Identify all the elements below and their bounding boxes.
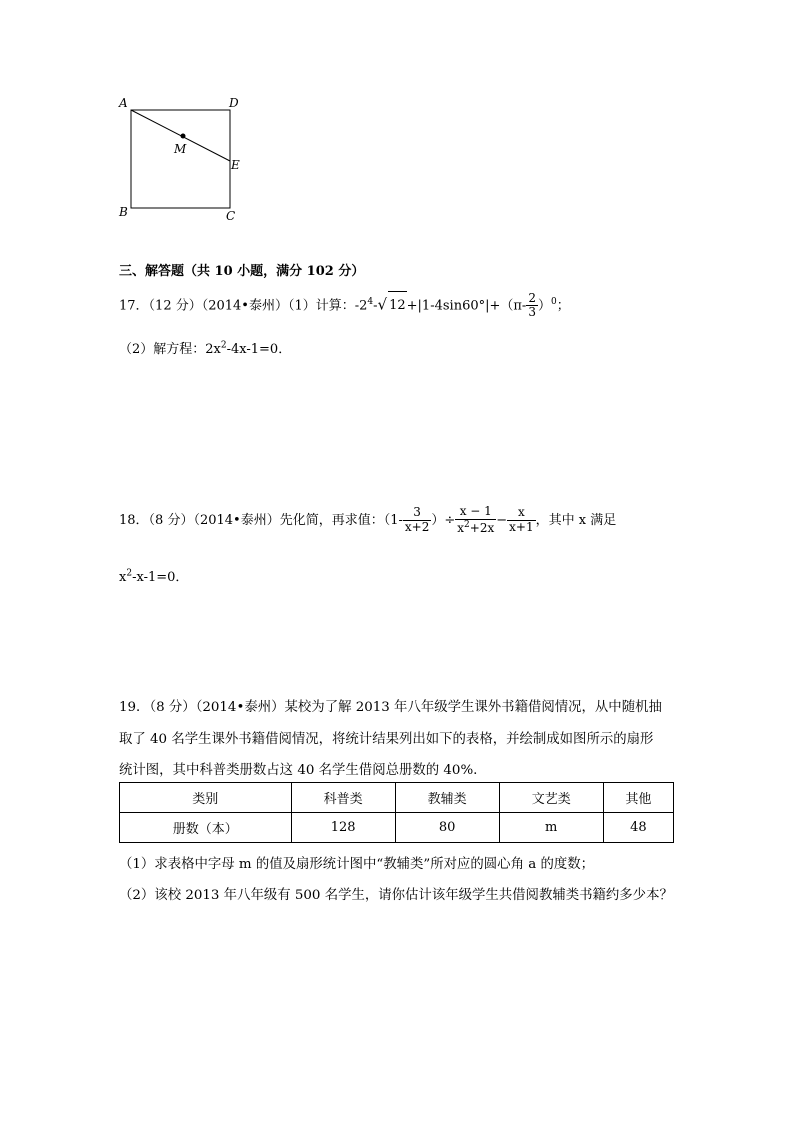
table-header-cell: 其他 (603, 783, 673, 813)
table-cell: m (499, 813, 603, 843)
label-a: A (119, 96, 128, 110)
q18-suffix: ，其中 x 满足 (535, 513, 617, 528)
q18-frac2-den-exp: 2 (464, 520, 470, 530)
q18-frac1-den: x+2 (404, 520, 430, 534)
q18-frac2-den (455, 520, 496, 536)
q19-table (119, 782, 674, 843)
q18-frac1-num: 3 (403, 506, 431, 521)
q18-frac3-num: x (507, 506, 535, 521)
table-header-row (120, 783, 674, 813)
q17-part2-exp: 2 (220, 340, 227, 351)
section-title: 三、解答题（共 10 小题，满分 102 分） (119, 264, 365, 279)
point-m (181, 134, 186, 139)
q19-line3: 统计图，其中科普类册数占这 40 名学生借阅总册数的 40%. (119, 763, 478, 778)
q17-end: ； (556, 298, 570, 314)
q18-div: ）÷ (431, 513, 456, 528)
label-c: C (226, 209, 236, 223)
q17-frac (526, 292, 538, 321)
q18-frac3 (507, 506, 535, 535)
q18-frac2-den-b: +2x (469, 521, 495, 535)
q18-frac2-num: x − 1 (455, 505, 496, 520)
q17-part2-b: -4x-1=0． (226, 342, 292, 357)
q17-mid: +|1-4sin60°|+（π- (406, 298, 527, 314)
q18-minus: − (496, 513, 508, 528)
q18-frac2-den-a: x (457, 521, 465, 535)
q17-close: ） (537, 298, 551, 314)
q17-minus: - (373, 298, 378, 314)
q17-frac-den: 3 (528, 305, 536, 320)
q17-part2 (119, 338, 291, 357)
table-cell: 128 (291, 813, 395, 843)
q19-sub1: （1）求表格中字母 m 的值及扇形统计图中“教辅类”所对应的圆心角 a 的度数； (119, 857, 595, 872)
label-m: M (174, 142, 187, 156)
table-row (120, 813, 674, 843)
q19-sub2: （2）该校 2013 年八年级有 500 名学生，请你估计该年级学生共借阅教辅类书籍约多少本？ (119, 888, 673, 903)
square-abcd (131, 110, 230, 208)
label-e: E (231, 158, 240, 172)
q18-frac3-den: x+1 (509, 520, 534, 534)
q18-prefix: 18．（8 分）（2014•泰州）先化简，再求值：（1- (119, 513, 403, 528)
q17-frac-num: 2 (528, 290, 536, 305)
q18-cond-exp: 2 (126, 568, 133, 579)
q18-condition (119, 566, 188, 585)
table-cell: 48 (603, 813, 673, 843)
q18-cond-a: x (119, 570, 127, 585)
table-header-cell: 教辅类 (395, 783, 499, 813)
q18-frac1 (403, 506, 431, 535)
table-header-cell: 类别 (120, 783, 292, 813)
square-figure (110, 90, 250, 230)
q17-exp4: 4 (367, 297, 374, 307)
q17-exp0: 0 (550, 297, 557, 307)
q18-line1 (119, 504, 616, 538)
label-b: B (119, 205, 128, 219)
q18-cond-b: -x-1=0． (132, 570, 189, 585)
table-cell: 80 (395, 813, 499, 843)
q18-frac2 (455, 505, 496, 536)
q17-prefix: 17．（12 分）（2014•泰州）（1）计算：-2 (119, 298, 368, 314)
table-header-cell: 科普类 (291, 783, 395, 813)
q19-line2: 取了 40 名学生课外书籍借阅情况，将统计结果列出如下的表格，并绘制成如图所示的扇形 (119, 732, 654, 747)
q19-line1: 19．（8 分）（2014•泰州）某校为了解 2013 年八年级学生课外书籍借阅情况，从中随机抽 (119, 700, 662, 715)
q17-root: 12 (388, 291, 407, 320)
q17-part2-a: （2）解方程：2x (119, 342, 221, 357)
label-d: D (229, 96, 239, 110)
table-header-cell: 文艺类 (499, 783, 603, 813)
table-cell: 册数（本） (120, 813, 292, 843)
q17-line1: 17．（12 分）（2014•泰州）（1）计算：$-2^4-√$ 12+|1-4sin60°|+（π- $\frac{2}{3}$ ）$^0$； (119, 290, 570, 320)
